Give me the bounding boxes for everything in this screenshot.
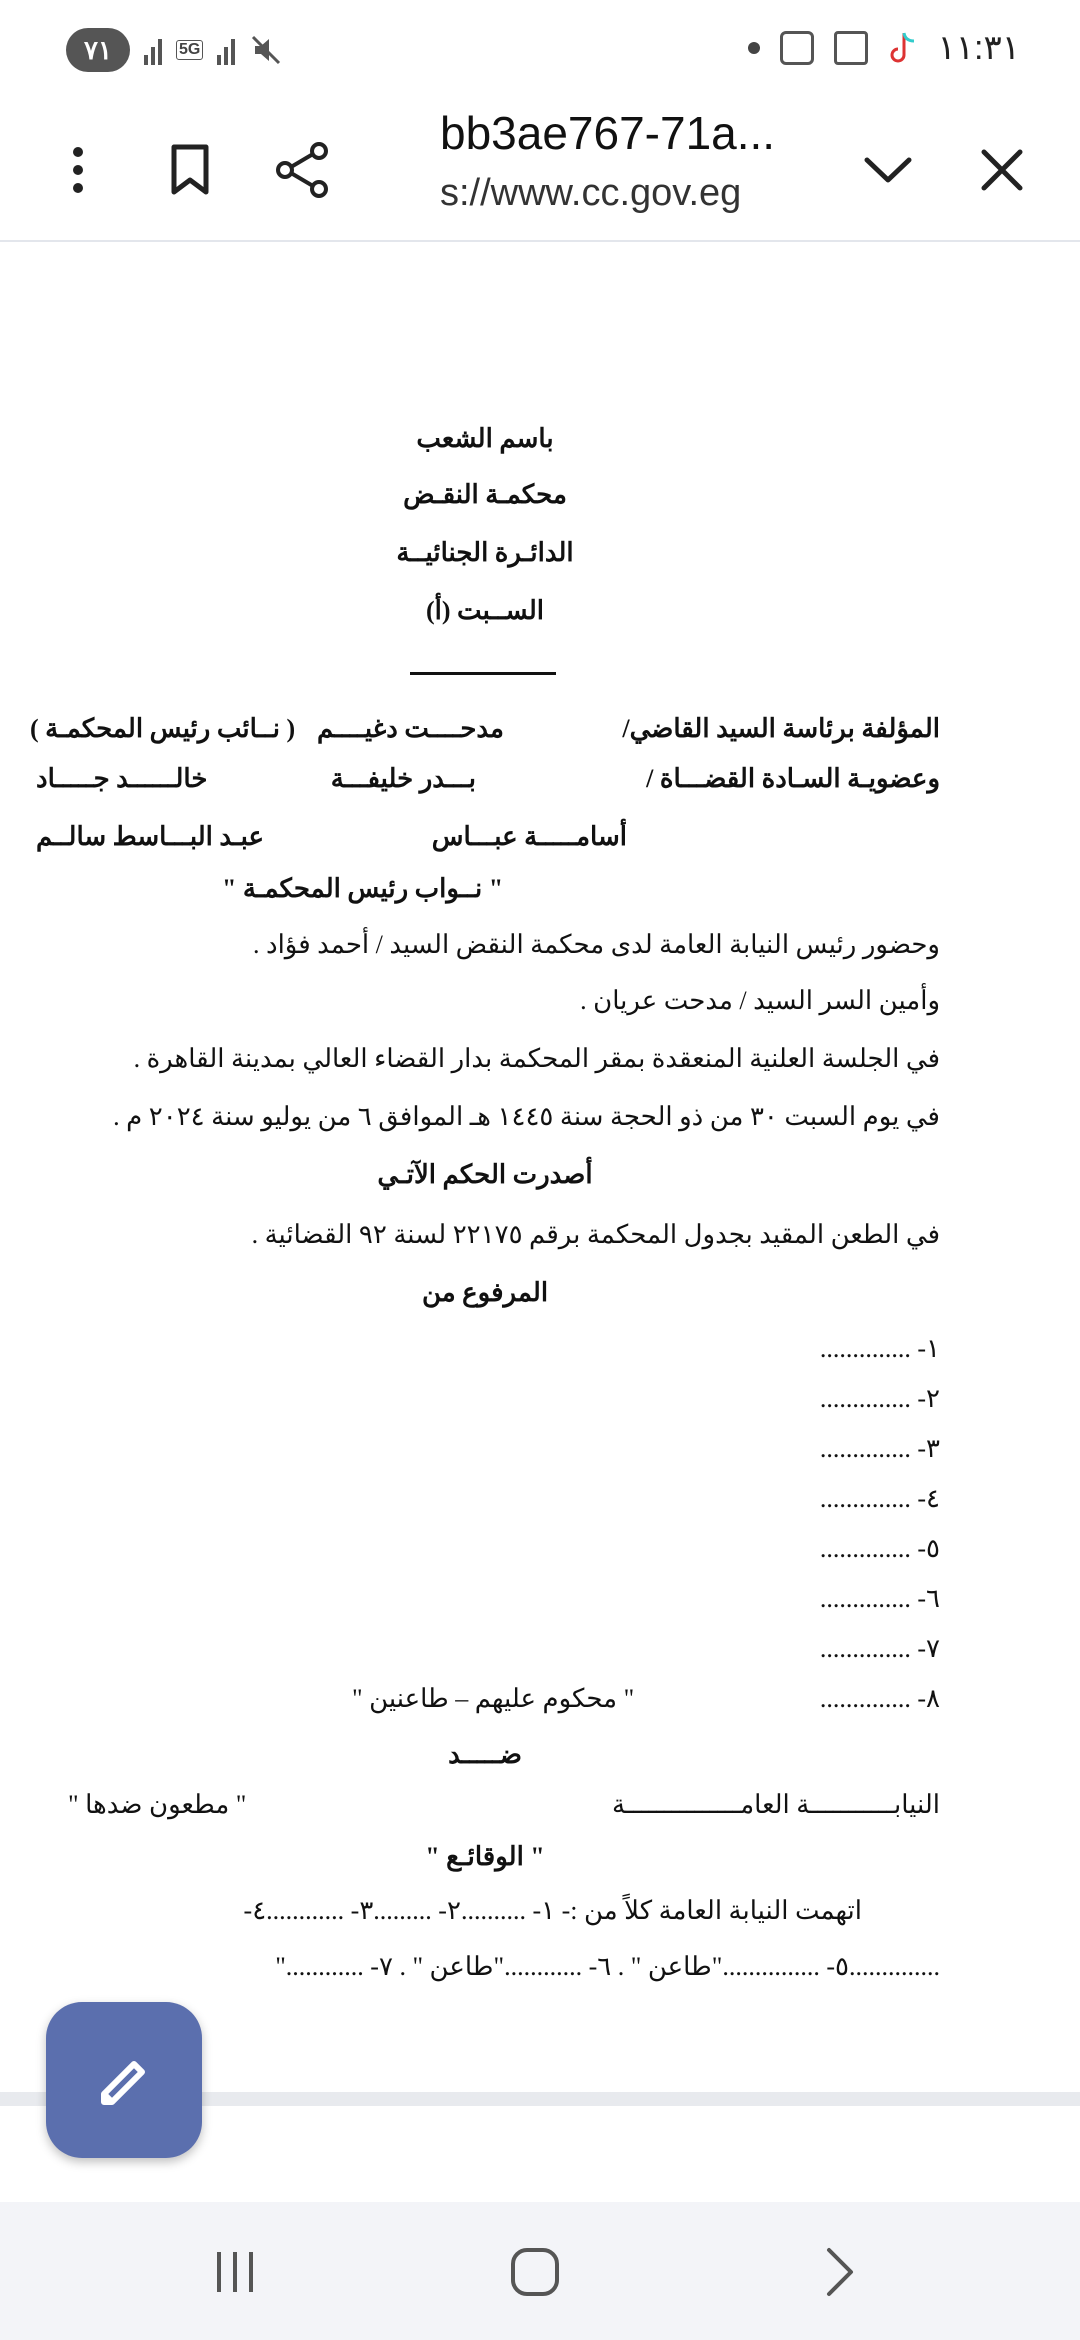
presiding-prefix: المؤلفة برئاسة السيد القاضي/ [622,714,940,743]
appellant-item: ١- .............. [819,1334,940,1363]
verdict-heading: أصدرت الحكم الآتـي [377,1160,593,1189]
facts-line: ..............٥- ..............."طاعن " . ٦- ............"طاعن " . ٧- ............" [275,1952,940,1981]
appellant-item: ٧- .............. [819,1634,940,1663]
appellant-item: ٥- .............. [819,1534,940,1563]
facts-heading: " الوقائـع " [425,1842,545,1871]
more-options-button[interactable] [38,130,118,210]
appellants-heading: المرفوع من [421,1278,549,1307]
vice-president-title: ( نــائب رئيس المحكمـة ) [30,714,296,743]
network-type: 5G [176,40,203,60]
doc-header-line: باسم الشعب [416,424,554,453]
close-icon [980,148,1024,192]
members-prefix: وعضويـة السـادة القضـــاة / [646,764,940,793]
attendance-line: وأمين السر السيد / مدحت عريان . [580,986,940,1015]
browser-toolbar [0,100,1080,242]
recent-apps-icon [211,2250,259,2294]
bookmark-button[interactable] [150,130,230,210]
member-name: عبـد البـــاسط سالــم [36,822,265,851]
page-title[interactable]: bb3ae767-71a... [440,107,776,159]
back-icon [823,2246,855,2298]
mute-icon [249,33,283,67]
appellants-role: " محكوم عليهم – طاعنين " [352,1684,635,1713]
members-title: " نــواب رئيس المحكمـة " [222,874,504,903]
respondent-role: " مطعون ضدها " [68,1790,247,1819]
back-button[interactable] [794,2232,884,2312]
edit-icon [92,2048,156,2112]
chevron-down-icon [863,155,913,185]
expand-button[interactable] [848,130,928,210]
member-name: أسامـــــة عبـــاس [431,822,627,851]
doc-header-line: الســبت (أ) [426,596,544,625]
close-button[interactable] [962,130,1042,210]
system-nav-bar [0,2202,1080,2340]
appellant-item: ٢- .............. [819,1384,940,1413]
status-left [66,28,283,72]
doc-header-line: محكمـة النقـض [403,480,567,509]
attendance-line: وحضور رئيس النيابة العامة لدى محكمة النقض السيد / أحمد فؤاد . [252,930,940,959]
against-label: ضـــــد [448,1740,522,1769]
signal-icon [144,35,162,65]
home-button[interactable] [490,2232,580,2312]
facts-line: اتهمت النيابة العامة كلاً من :- ١- ..........٢- .........٣- ............٤- [243,1896,862,1925]
appellant-item: ٣- .............. [819,1434,940,1463]
battery-indicator: ٧١ [66,28,130,72]
notification-dot-icon [748,42,760,54]
presiding-name: مدحــــت دغيــــم [317,714,504,743]
appeal-line: في الطعن المقيد بجدول المحكمة برقم ٢٢١٧٥ لسنة ٩٢ القضائية . [251,1220,940,1249]
home-icon [509,2246,561,2298]
member-name: خالــــــد جـــــاد [36,764,208,793]
package-icon [834,31,868,65]
header-divider [410,672,556,675]
recent-apps-button[interactable] [190,2232,280,2312]
share-button[interactable] [262,130,342,210]
signal-icon [217,35,235,65]
attendance-line: في يوم السبت ٣٠ من ذو الحجة سنة ١٤٤٥ هـ الموافق ٦ من يوليو سنة ٢٠٢٤ م . [113,1102,940,1131]
screenshot-icon [780,31,814,65]
clock: ١١:٣١ [937,29,1020,67]
status-bar [0,0,1080,100]
attendance-line: في الجلسة العلنية المنعقدة بمقر المحكمة بدار القضاء العالي بمدينة القاهرة . [133,1044,940,1073]
respondent-name: النيابـــــــــــة العامـــــــــــــــة [612,1790,940,1819]
document-page [0,244,1080,2092]
bookmark-icon [170,144,210,196]
appellant-item: ٦- .............. [819,1584,940,1613]
more-vert-icon [71,145,85,195]
edit-fab-button[interactable] [46,2002,202,2158]
appellant-item: ٨- .............. [819,1684,940,1713]
page-url[interactable]: s://www.cc.gov.eg [440,172,742,214]
appellant-item: ٤- .............. [819,1484,940,1513]
share-icon [275,142,329,198]
doc-header-line: الدائـرة الجنائيــة [396,538,574,567]
member-name: بـــدر خليفـــة [330,764,476,793]
tiktok-icon [888,31,918,65]
status-right [748,28,1021,68]
